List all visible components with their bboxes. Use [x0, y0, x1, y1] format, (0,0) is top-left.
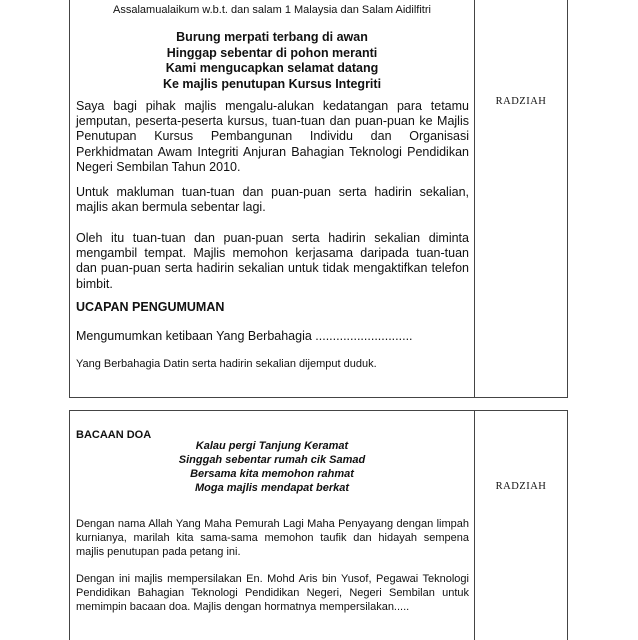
welcome-pantun	[70, 30, 474, 92]
script-table-welcome	[69, 0, 568, 398]
script-table-prayer	[69, 410, 568, 640]
prayer-invite-paragraph: Dengan ini majlis mempersilakan En. Mohd Aris bin Yusof, Pegawai Teknologi Pendidikan Bahagian Teknologi Pendidikan Negeri, Negeri Sembilan untuk memimpin bacaan doa. Majlis dengan hormatnya mempersilakan.....	[76, 573, 469, 614]
greeting-text: Assalamualaikum w.b.t. dan salam 1 Malaysia dan Salam Aidilfitri	[113, 4, 431, 16]
prayer-intro-paragraph: Dengan nama Allah Yang Maha Pemurah Lagi Maha Penyayang dengan limpah kurnianya, marilah kita sama-sama memohon taufik dan hidayah sempena majlis penutupan pada petang ini.	[76, 518, 469, 559]
invite-to-sit: Yang Berbahagia Datin serta hadirin sekalian dijemput duduk.	[76, 358, 377, 370]
arrival-announcement: Mengumumkan ketibaan Yang Berbahagia ............................	[76, 329, 413, 343]
announcement-heading: UCAPAN PENGUMUMAN	[76, 300, 225, 314]
pantun-line: Singgah sebentar rumah cik Samad	[178, 454, 366, 466]
prayer-pantun	[70, 439, 474, 495]
column-divider	[474, 411, 475, 640]
welcome-paragraph: Saya bagi pihak majlis mengalu-alukan kedatangan para tetamu jemputan, peserta-peserta kursus, tuan-tuan dan puan-puan ke Majlis Penutupan Kursus Pembangunan Individu dan Organisasi Perkhidmatan Awam Integriti Anjuran Bahagian Teknologi Pendidikan Negeri Sembilan Tahun 2010.	[76, 99, 469, 174]
emcee-name: RADZIAH	[495, 96, 547, 107]
pantun-line: Moga majlis mendapat berkat	[194, 482, 350, 494]
pantun-line: Burung merpati terbang di awan	[176, 30, 368, 44]
pantun-line: Ke majlis penutupan Kursus Integriti	[162, 76, 382, 91]
emcee-name: RADZIAH	[495, 481, 547, 492]
pantun-line: Bersama kita memohon rahmat	[190, 468, 354, 480]
column-divider	[474, 0, 475, 397]
pantun-line: Kami mengucapkan selamat datang	[165, 61, 379, 75]
prayer-heading: BACAAN DOA	[76, 429, 152, 441]
pantun-line: Hinggap sebentar di pohon meranti	[166, 45, 378, 60]
pantun-line: Kalau pergi Tanjung Keramat	[195, 440, 349, 452]
info-paragraph: Untuk makluman tuan-tuan dan puan-puan serta hadirin sekalian, majlis akan bermula sebentar lagi.	[76, 185, 469, 215]
seating-paragraph: Oleh itu tuan-tuan dan puan-puan serta hadirin sekalian diminta mengambil tempat. Majlis memohon kerjasama daripada tuan-tuan dan puan-puan serta hadirin sekalian untuk tidak mengaktifkan telefon bimbit.	[76, 231, 469, 291]
